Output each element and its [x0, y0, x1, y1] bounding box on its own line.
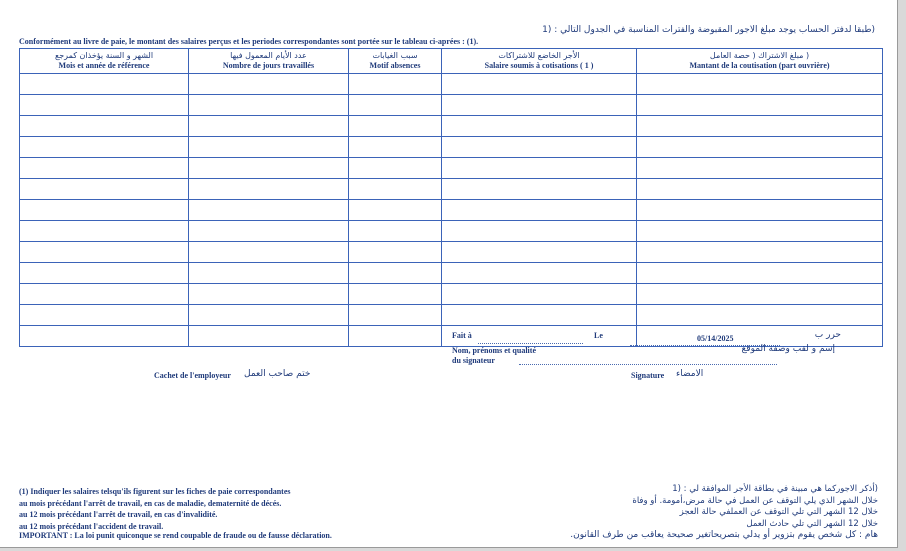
table-cell[interactable] [20, 326, 189, 347]
table-cell[interactable] [189, 200, 349, 221]
table-cell[interactable] [20, 284, 189, 305]
table-cell[interactable] [189, 116, 349, 137]
table-cell[interactable] [189, 242, 349, 263]
table-cell[interactable] [442, 137, 637, 158]
table-cell[interactable] [442, 221, 637, 242]
table-row [20, 263, 883, 284]
column-header: الشهر و السنة يؤخذان كمرجع Mois et année de référence [20, 49, 189, 74]
table-row [20, 158, 883, 179]
footnote-line: خلال الشهر الذي يلي التوقف عن العمل في حالة مرض،أمومة. أو وفاة [632, 495, 878, 506]
important-french: IMPORTANT : La loi punit quiconque se rend coupable de fraude ou de fausse déclaration. [19, 531, 332, 540]
table-row [20, 200, 883, 221]
table-cell[interactable] [20, 221, 189, 242]
signatory-line [519, 364, 777, 365]
table-cell[interactable] [349, 305, 442, 326]
table-row [20, 179, 883, 200]
table-cell[interactable] [442, 305, 637, 326]
footnote-line: au 12 mois précédant l'accident de travail. [19, 521, 164, 531]
table-row [20, 137, 883, 158]
fait-a-label: Fait à [452, 331, 472, 340]
column-header: عدد الأيام المعمول فيها Nombre de jours travaillés [189, 49, 349, 74]
table-cell[interactable] [349, 221, 442, 242]
table-cell[interactable] [349, 200, 442, 221]
table-cell[interactable] [20, 95, 189, 116]
table-cell[interactable] [189, 263, 349, 284]
table-cell[interactable] [442, 74, 637, 95]
table-cell[interactable] [349, 179, 442, 200]
table-row [20, 284, 883, 305]
header-arabic: (طبقا لدفتر الحساب يوجد مبلغ الاجور المقبوضة والفترات المناسبة في الجدول التالي : (1 [542, 25, 875, 35]
footnote-line: خلال 12 الشهر التي تلي التوقف عن العملفي حالة العجز [679, 507, 878, 517]
du-signateur-label: du signateur [452, 356, 495, 365]
table-cell[interactable] [189, 179, 349, 200]
table-cell[interactable] [20, 116, 189, 137]
table-row [20, 242, 883, 263]
table-cell[interactable] [442, 179, 637, 200]
table-cell[interactable] [349, 242, 442, 263]
table-cell[interactable] [189, 158, 349, 179]
footnote-line: (أذكر الاجوركما هي مبينة في بطاقة الأجر الموافقة لي : (1 [672, 484, 878, 494]
header-french: Conformément au livre de paie, le montant des salaires perçus et les periodes correspondantes sont portée sur le tableau ci-aprées : (1). [19, 37, 479, 46]
footnotes-arabic [632, 484, 878, 530]
important-arabic: هام : كل شخص يقوم بتزوير أو يدلي بتصريحاتغير صحيحة يعاقب من طرف القانون. [570, 530, 878, 540]
table-cell[interactable] [637, 242, 883, 263]
table-cell[interactable] [637, 263, 883, 284]
table-cell[interactable] [189, 305, 349, 326]
table-row [20, 74, 883, 95]
table-cell[interactable] [189, 74, 349, 95]
footnote-line: (1) Indiquer les salaires telsqu'ils figurent sur les fiches de paie correspondantes [19, 487, 291, 496]
table-cell[interactable] [20, 158, 189, 179]
table-cell[interactable] [442, 158, 637, 179]
table-cell[interactable] [20, 179, 189, 200]
table-cell[interactable] [637, 179, 883, 200]
harrara-label: حرر ب [814, 330, 841, 340]
table-cell[interactable] [442, 284, 637, 305]
table-cell[interactable] [20, 74, 189, 95]
table-cell[interactable] [442, 263, 637, 284]
table-cell[interactable] [637, 284, 883, 305]
nom-arabic: إسم و لقب وصفة الموقع [741, 344, 835, 354]
footnote-line: au 12 mois précédant l'arrêt de travail, en cas d'invalidité. [19, 510, 218, 519]
table-cell[interactable] [20, 137, 189, 158]
table-cell[interactable] [349, 95, 442, 116]
signature-label: Signature [631, 371, 665, 380]
table-header-row [20, 49, 883, 74]
table-cell[interactable] [442, 95, 637, 116]
table-cell[interactable] [20, 263, 189, 284]
footnotes-french [19, 486, 291, 532]
table-cell[interactable] [637, 74, 883, 95]
table-cell[interactable] [189, 284, 349, 305]
place-line [478, 343, 583, 344]
table-cell[interactable] [637, 221, 883, 242]
table-cell[interactable] [637, 116, 883, 137]
table-cell[interactable] [349, 158, 442, 179]
table-body [20, 74, 883, 347]
table-cell[interactable] [349, 284, 442, 305]
table-cell[interactable] [189, 221, 349, 242]
salary-table [19, 48, 883, 347]
table-row [20, 95, 883, 116]
table-cell[interactable] [637, 95, 883, 116]
table-cell[interactable] [189, 137, 349, 158]
table-cell[interactable] [349, 137, 442, 158]
table-cell[interactable] [20, 242, 189, 263]
table-cell[interactable] [637, 137, 883, 158]
table-row [20, 221, 883, 242]
column-header: الأجر الخاضع للاشتراكات Salaire soumis à cotisations ( 1 ) [442, 49, 637, 74]
table-cell[interactable] [349, 74, 442, 95]
table-cell[interactable] [637, 200, 883, 221]
column-header: سبب الغيابات Motif absences [349, 49, 442, 74]
table-cell[interactable] [442, 116, 637, 137]
footnote-line: au mois précédant l'arrêt de travail, en cas de maladie, dematernité de décés. [19, 498, 282, 508]
table-row [20, 116, 883, 137]
signature-arabic: الامضاء [676, 369, 704, 379]
table-cell[interactable] [349, 263, 442, 284]
table-cell[interactable] [189, 326, 349, 347]
table-cell[interactable] [20, 305, 189, 326]
column-header: ( مبلغ الاشتراك ( حصة العامل Mantant de la coutisation (part ouvrière) [637, 49, 883, 74]
date-value[interactable]: 05/14/2025 [697, 334, 734, 343]
table-cell[interactable] [349, 116, 442, 137]
cachet-label: Cachet de l'employeur [154, 371, 231, 380]
le-label: Le [594, 331, 603, 340]
table-cell[interactable] [20, 200, 189, 221]
table-cell[interactable] [349, 326, 442, 347]
table-cell[interactable] [637, 158, 883, 179]
nom-label: Nom, prénoms et qualité [452, 346, 536, 355]
cachet-arabic: ختم صاحب العمل [244, 369, 311, 379]
table-cell[interactable] [637, 305, 883, 326]
table-cell[interactable] [189, 95, 349, 116]
footnote-line: خلال 12 الشهر التي تلي حادث العمل [746, 518, 878, 529]
table-cell[interactable] [442, 200, 637, 221]
table-row [20, 305, 883, 326]
table-cell[interactable] [442, 242, 637, 263]
